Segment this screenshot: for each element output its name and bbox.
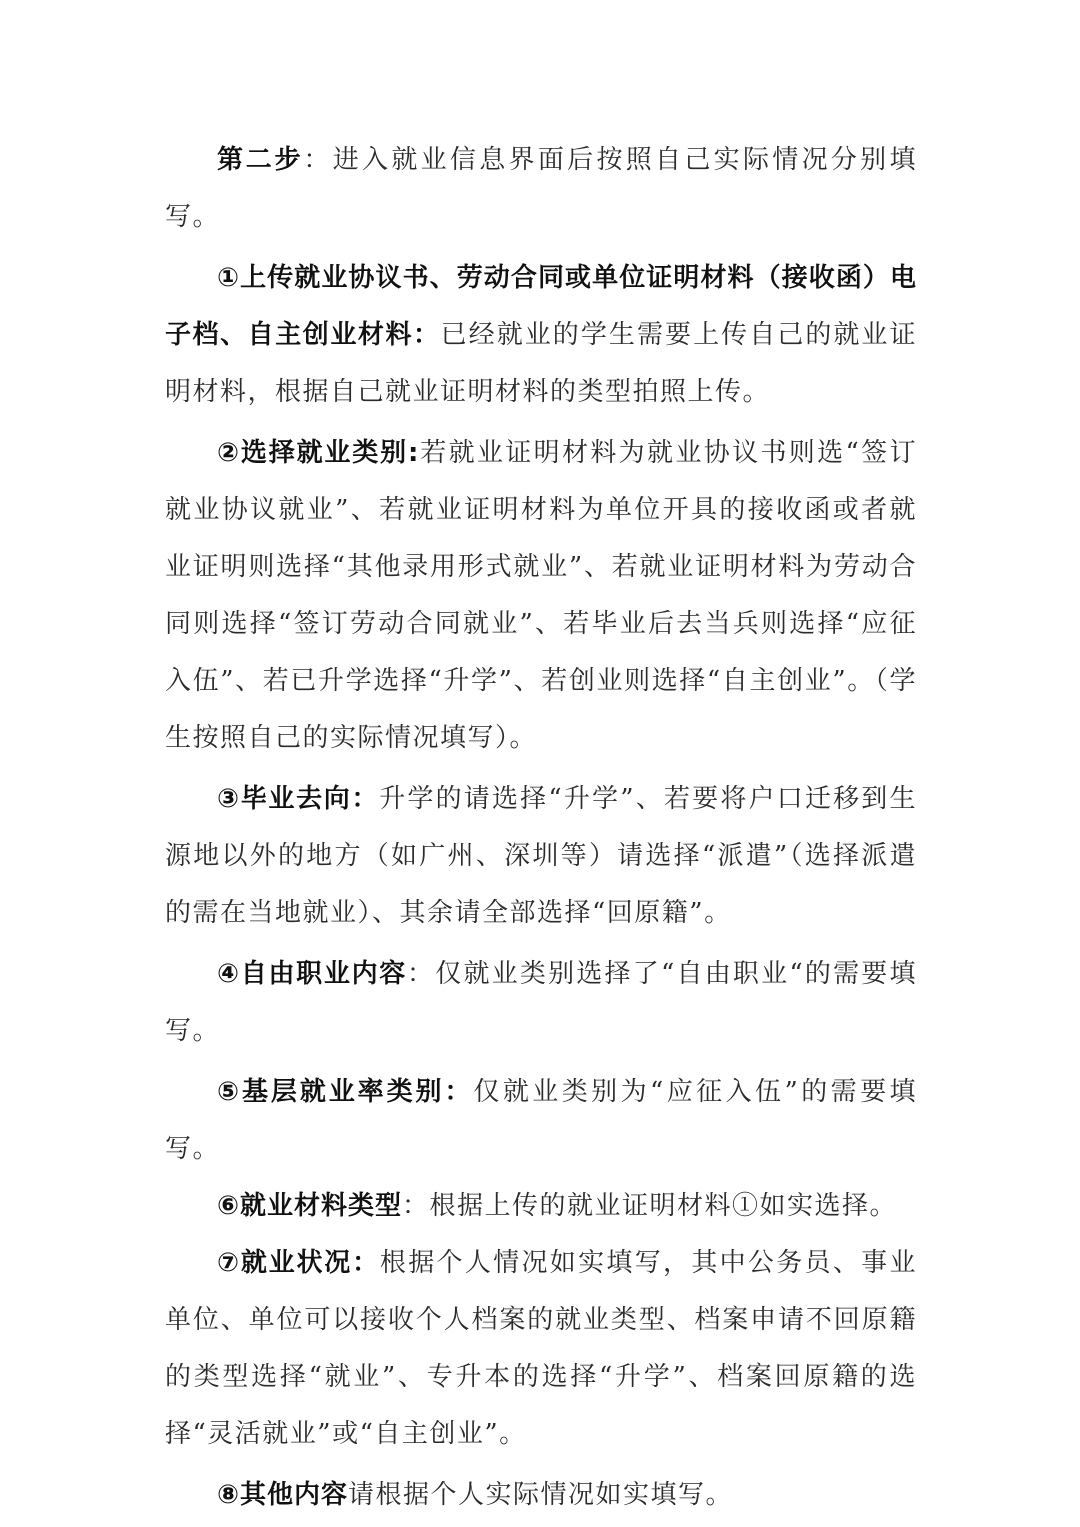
item-8-label: ⑧其他内容 bbox=[217, 1480, 349, 1510]
item-6-text: ：根据上传的就业证明材料①如实选择。 bbox=[402, 1191, 898, 1221]
paragraph-step-two bbox=[165, 132, 917, 246]
paragraph-item-4 bbox=[165, 946, 917, 1060]
paragraph-item-8 bbox=[165, 1467, 917, 1524]
item-2-text: 若就业证明材料为就业协议书则选“签订就业协议就业”、若就业证明材料为单位开具的接收函或者就业证明则选择“其他录用形式就业”、若就业证明材料为劳动合同则选择“签订劳动合同就业”、若毕业后去当兵则选择“应征入伍”、若已升学选择“升学”、若创业则选择“自主创业”。（学生按照自己的实际情况填写）。 bbox=[165, 438, 917, 753]
paragraph-item-7 bbox=[165, 1235, 917, 1463]
paragraph-item-2 bbox=[165, 425, 917, 767]
paragraph-item-1 bbox=[165, 250, 917, 421]
item-1-label: ①上传就业协议书、劳动合同或单位证明材料（接收函）电子档、自主创业材料： bbox=[165, 263, 917, 350]
item-4-text: ：仅就业类别选择了“自由职业“的需要填写。 bbox=[165, 959, 917, 1046]
item-2-label: ②选择就业类别: bbox=[217, 438, 420, 468]
document-body bbox=[165, 132, 917, 1524]
item-4-label: ④自由职业内容 bbox=[217, 959, 408, 989]
item-8-text: 请根据个人实际情况如实填写。 bbox=[348, 1480, 734, 1510]
item-3-text: 升学的请选择“升学”、若要将户口迁移到生源地以外的地方（如广州、深圳等）请选择“派遣”（选择派遣的需在当地就业）、其余请全部选择“回原籍”。 bbox=[165, 784, 918, 928]
item-5-label: ⑤基层就业率类别： bbox=[217, 1077, 474, 1107]
item-6-label: ⑥就业材料类型 bbox=[217, 1191, 403, 1221]
item-7-label: ⑦就业状况： bbox=[217, 1248, 380, 1278]
item-1-text: 已经就业的学生需要上传自己的就业证明材料，根据自己就业证明材料的类型拍照上传。 bbox=[165, 320, 917, 407]
step-two-text: ：进入就业信息界面后按照自己实际情况分别填写。 bbox=[165, 145, 917, 232]
paragraph-item-6 bbox=[165, 1178, 917, 1235]
item-7-text: 根据个人情况如实填写，其中公务员、事业单位、单位可以接收个人档案的就业类型、档案申请不回原籍的类型选择“就业”、专升本的选择“升学”、档案回原籍的选择“灵活就业”或“自主创业”。 bbox=[165, 1248, 917, 1449]
paragraph-item-3 bbox=[165, 771, 917, 942]
item-3-label: ③毕业去向： bbox=[217, 784, 380, 814]
paragraph-item-5 bbox=[165, 1064, 917, 1178]
step-two-label: 第二步 bbox=[217, 145, 304, 175]
item-5-text: 仅就业类别为“应征入伍”的需要填写。 bbox=[165, 1077, 918, 1164]
